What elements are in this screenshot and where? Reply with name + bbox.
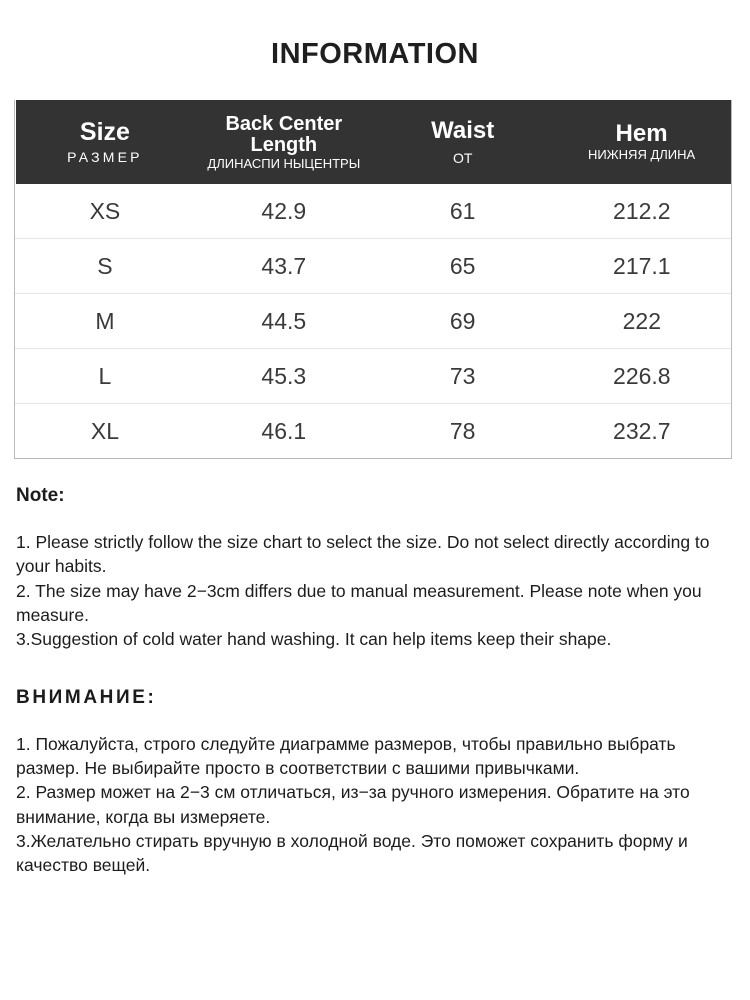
cell-back-center-length: 43.7 (194, 239, 373, 294)
notes-heading-russian: ВНИМАНИЕ: (16, 686, 157, 708)
table-row (16, 349, 732, 404)
table-row (16, 184, 732, 239)
column-header-waist-sub: ОТ (452, 149, 473, 166)
table-row (16, 404, 732, 459)
size-table-header (16, 100, 732, 184)
cell-hem: 226.8 (552, 349, 731, 404)
column-header-back-center-length-sub: ДЛИНАСПИ НЫЦЕНТРЫ (207, 155, 361, 171)
cell-hem: 232.7 (552, 404, 731, 459)
table-header-row (16, 100, 732, 184)
note-item-en-1: 1. Please strictly follow the size chart to select the size. Do not select directly according to your habits. (16, 532, 710, 577)
cell-back-center-length: 42.9 (194, 184, 373, 239)
cell-waist: 61 (373, 184, 552, 239)
column-header-back-center-length-main: Back Center Length (225, 112, 343, 156)
table-row (16, 239, 732, 294)
note-item-en-3: 3.Suggestion of cold water hand washing. It can help items keep their shape. (16, 628, 612, 649)
size-table-container (14, 100, 732, 459)
note-item-ru-2: 2. Размер может на 2−3 см отличаться, из−за ручного измерения. Обратите на это внимание, когда вы измеряете. (16, 782, 690, 827)
cell-waist: 69 (373, 294, 552, 349)
cell-size: S (16, 239, 195, 294)
cell-size: XS (16, 184, 195, 239)
column-header-waist-main: Waist (431, 116, 495, 144)
size-table (15, 100, 731, 458)
cell-size: M (16, 294, 195, 349)
column-header-hem-main: Hem (615, 120, 668, 148)
size-table-body (16, 184, 732, 458)
notes-heading-english: Note: (16, 485, 65, 506)
cell-back-center-length: 45.3 (194, 349, 373, 404)
cell-waist: 65 (373, 239, 552, 294)
column-header-waist (373, 100, 552, 184)
notes-section (16, 483, 734, 877)
cell-size: XL (16, 404, 195, 459)
cell-size: L (16, 349, 195, 404)
cell-waist: 78 (373, 404, 552, 459)
column-header-hem-sub: НИЖНЯЯ ДЛИНА (587, 147, 696, 163)
column-header-hem (552, 100, 731, 184)
cell-back-center-length: 46.1 (194, 404, 373, 459)
page-title: INFORMATION (271, 38, 479, 70)
column-header-size-sub: РАЗМЕР (67, 149, 143, 166)
column-header-size-main: Size (79, 118, 130, 147)
cell-hem: 222 (552, 294, 731, 349)
cell-waist: 73 (373, 349, 552, 404)
cell-hem: 212.2 (552, 184, 731, 239)
note-item-ru-3: 3.Желательно стирать вручную в холодной воде. Это поможет сохранить форму и качество вещей. (16, 830, 688, 875)
note-item-ru-1: 1. Пожалуйста, строго следуйте диаграмме размеров, чтобы правильно выбрать размер. Не выбирайте просто в соответствии с вашими привычками. (16, 734, 676, 779)
column-header-size (16, 100, 195, 184)
cell-hem: 217.1 (552, 239, 731, 294)
table-row (16, 294, 732, 349)
cell-back-center-length: 44.5 (194, 294, 373, 349)
note-item-en-2: 2. The size may have 2−3cm differs due to manual measurement. Please note when you measure. (16, 580, 702, 625)
column-header-back-center-length (194, 100, 373, 184)
